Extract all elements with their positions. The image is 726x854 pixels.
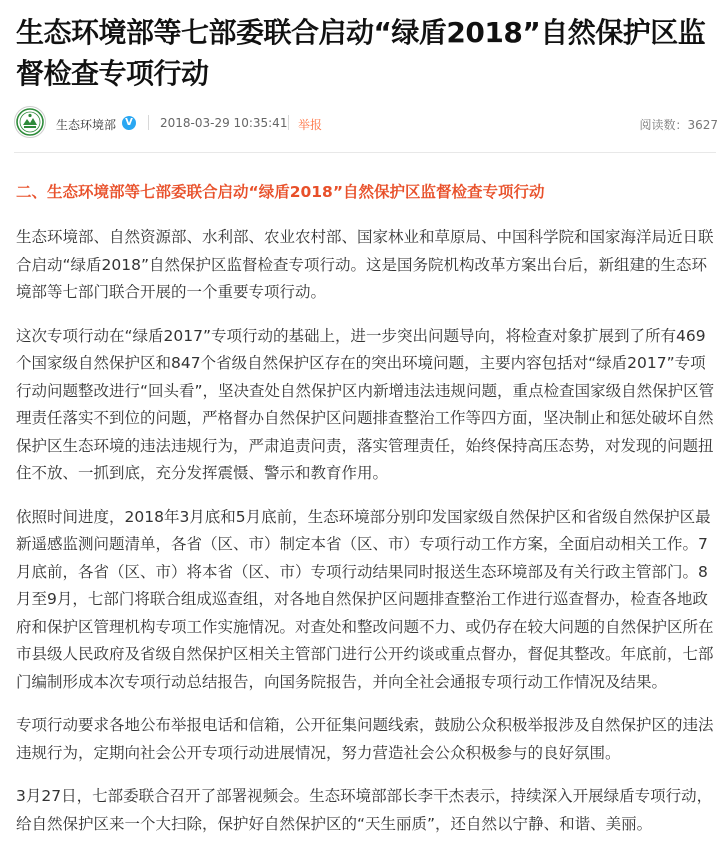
- report-link[interactable]: 举报: [298, 118, 323, 132]
- paragraph: 3月27日，七部委联合召开了部署视频会。生态环境部部长李干杰表示，持续深入开展绿盾专项行动，给自然保护区来一个大扫除，保护好自然保护区的“天生丽质”，还自然以宁静、和谐、美丽。: [16, 787, 713, 833]
- meta-divider: [288, 115, 289, 130]
- paragraph: 专项行动要求各地公布举报电话和信箱，公开征集问题线索，鼓励公众积极举报涉及自然保护区的违法违规行为，定期向社会公开专项行动进展情况，努力营造社会公众积极参与的良好氛围。: [16, 716, 714, 762]
- article-body: [16, 224, 716, 854]
- article-meta: [14, 106, 718, 142]
- meta-divider: [148, 115, 149, 130]
- paragraph: 这次专项行动在“绿盾2017”专项行动的基础上，进一步突出问题导向，将检查对象扩展到了所有469个国家级自然保护区和847个省级自然保护区存在的突出环境问题，主要内容包括对“绿盾2017”专项行动问题整改进行“回头看”，坚决查处自然保护区内新增违法违规问题，重点检查国家级自然保护区管理责任落实不到位的问题，严格督办自然保护区问题排查整治工作等四方面，坚决制止和惩处破坏自然保护区生态环境的违法违规行为，严肃追责问责，落实管理责任，始终保持高压态势，对发现的问题扭住不放、一抓到底，充分发挥震慑、警示和教育作用。: [16, 326, 715, 482]
- author-name[interactable]: 生态环境部: [56, 118, 117, 132]
- read-count: 阅读数：3627: [639, 118, 718, 132]
- section-heading: 二、生态环境部等七部委联合启动“绿盾2018”自然保护区监督检查专项行动: [16, 183, 545, 201]
- header-divider: [14, 152, 716, 153]
- verified-badge-icon: V: [122, 116, 136, 130]
- article-title: 生态环境部等七部委联合启动“绿盾2018”自然保护区监督检查专项行动: [16, 16, 706, 90]
- paragraph: 依照时间进度，2018年3月底和5月底前，生态环境部分别印发国家级自然保护区和省级自然保护区最新遥感监测问题清单，各省（区、市）制定本省（区、市）专项行动工作方案，全面启动相关工作。7月底前，各省（区、市）将本省（区、市）专项行动结果同时报送生态环境部及有关行政主管部门。8月至9月，七部门将联合组成巡查组，对各地自然保护区问题排查整治工作进行巡查督办，检查各地政府和保护区管理机构专项工作实施情况。对查处和整改问题不力、或仍存在较大问题的自然保护区所在市县级人民政府及省级自然保护区相关主管部门进行公开约谈或重点督办，督促其整改。年底前，七部门编制形成本次专项行动总结报告，向国务院报告，并向全社会通报专项行动工作情况及结果。: [16, 507, 714, 691]
- paragraph: 生态环境部、自然资源部、水利部、农业农村部、国家林业和草原局、中国科学院和国家海洋局近日联合启动“绿盾2018”自然保护区监督检查专项行动。这是国务院机构改革方案出台后，新组建的生态环境部等七部门联合开展的一个重要专项行动。: [16, 228, 714, 301]
- publish-date: 2018-03-29 10:35:41: [160, 116, 288, 130]
- ministry-emblem-icon[interactable]: [14, 106, 46, 138]
